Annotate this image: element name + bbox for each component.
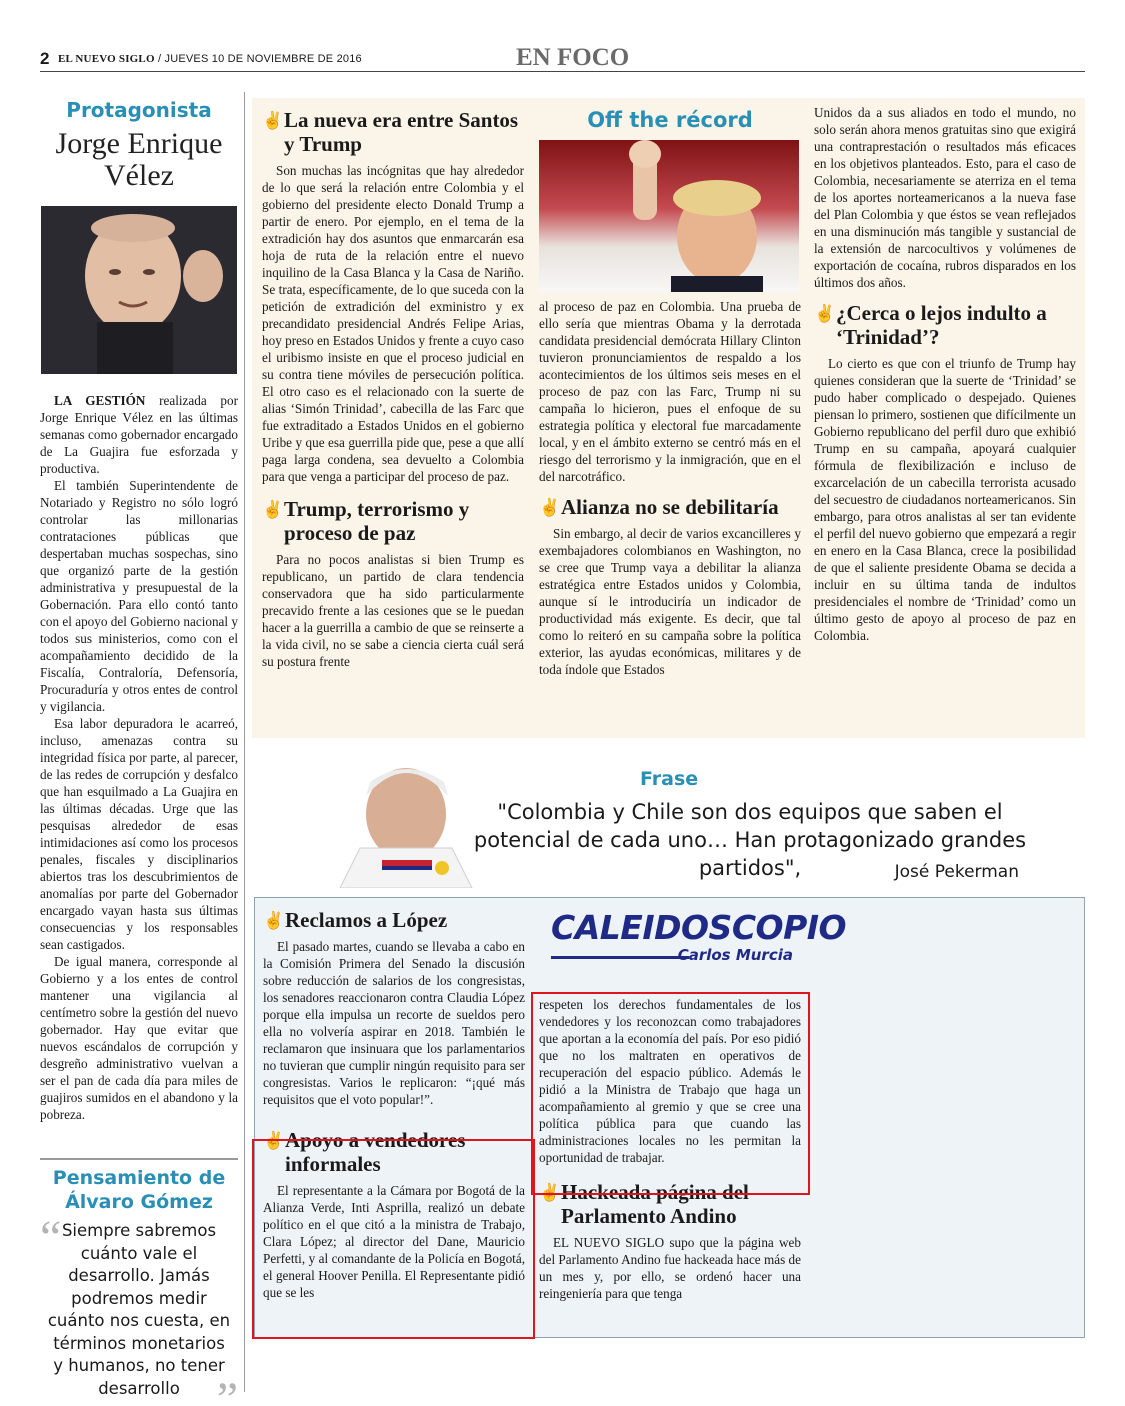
caleidoscopio-article-1: El pasado martes, cuando se llevaba a cabo en la Comisión Primera del Senado la discusión sobre reducción de salarios de los congresistas, los senadores reaccionaron contra Claudia López porque ella impulsa un recorte de sueldos pero ella no volvería aspirar en 2018. También le reclamaron que insinuara que los parlamentarios no tuvieran que cumplir ningún requisito para ser congresistas. Varios le replicaron: “¡qué más requisitos que el voto popular!”. bbox=[263, 939, 525, 1107]
protagonista-column bbox=[40, 92, 238, 1123]
caleidoscopio-title: CALEIDOSCOPIO bbox=[551, 908, 847, 947]
offrecord-col-3 bbox=[814, 104, 1076, 644]
offrecord-article-1: Son muchas las incógnitas que hay alrededor de lo que será la relación entre Colombia y el gobierno del presidente electo Donald Trump a partir de enero. Por ejemplo, en el tema de la extradición hay dos asuntos que enmarcarán esa hoja de ruta de la relación entre el nuevo inquilino de la Casa Blanca y la Casa de Nariño. Se trata, específicamente, de lo que suceda con la petición de extradición del exministro y ex precandidato presidencial Andrés Felipe Arias, hoy preso en Estados Unidos y frente a cuyo caso el uribismo insiste en que el proceso judicial en su contra tiene móviles de persecución política. El otro caso es el relacionado con la suerte de alias ‘Simón Trinidad’, cabecilla de las Farc que fue extraditado a Estados Unidos en el gobierno Uribe y que esa guerrilla pide que, pese a que allí paga larga condena, sea devuelto a Colombia para que venga a participar del proceso de paz. bbox=[262, 163, 524, 484]
offrecord-headline-1: ✌ La nueva era entre Santos y Trump bbox=[262, 108, 519, 156]
close-quote-icon: ” bbox=[216, 1373, 238, 1406]
publication-name: EL NUEVO SIGLO bbox=[58, 53, 155, 65]
victory-hand-icon: ✌ bbox=[262, 111, 284, 130]
column-divider bbox=[244, 92, 245, 1392]
frase-photo bbox=[320, 756, 490, 888]
protagonista-photo bbox=[41, 206, 237, 374]
protagonista-kicker: Protagonista bbox=[66, 98, 212, 122]
offrecord-article-4: Lo cierto es que con el triunfo de Trump hay quienes consideran que la suerte de ‘Trinidad’ se pudo haber complicado o despejado. Quienes piensan lo primero, sostienen que difícilmente un Gobierno republicano del perfil duro que exhibió Trump en su campaña, apoyará cualquier fórmula de flexibilización e incluso de excarcelación de un cabecilla terrorista acusado del secuestro de ciudadanos norteamericanos. Sin embargo, para otros analistas al ser tan evidente el perfil del nuevo gobierno que empezará a regir en enero en la Casa Blanca, crece la posibilidad de que el saliente presidente Obama se decida a incluir en su última tanda de indultos presidenciales el nombre de ‘Trinidad’ como un último gesto de apoyo al proceso de paz en Colombia. bbox=[814, 356, 1076, 643]
pensamiento-kicker: Pensamiento de Álvaro Gómez bbox=[52, 1167, 226, 1213]
protagonista-article bbox=[40, 392, 238, 1123]
frase-kicker: Frase bbox=[640, 768, 699, 790]
victory-hand-icon: ✌ bbox=[263, 1131, 285, 1150]
victory-hand-icon: ✌ bbox=[263, 911, 285, 930]
caleidoscopio-logo bbox=[551, 908, 847, 964]
pensamiento-box bbox=[40, 1158, 238, 1406]
protagonista-p3: Esa labor depuradora le acarreó, incluso, amenazas contra su integridad física por parte, al parecer, de las redes de corrupción y desfalco que han esquilmado a La Guajira en las últimas décadas. Urge que las pesquisas alrededor de esas intimidaciones así como los procesos penales, fiscales y disciplinarios abiertos tras los descubrimientos de anomalías por parte del Gobernador encargado vayan hasta sus últimas consecuencias y los responsables sean castigados. bbox=[40, 716, 238, 952]
caleidoscopio-headline-1: ✌ Reclamos a López bbox=[263, 908, 448, 932]
offrecord-headline-4: ✌ ¿Cerca o lejos indulto a ‘Trinidad’? bbox=[814, 301, 1047, 349]
caleidoscopio-box bbox=[254, 897, 1085, 1338]
open-quote-icon: “ bbox=[40, 1211, 62, 1264]
caleidoscopio-author: Carlos Murcia bbox=[677, 946, 793, 964]
protagonista-p2: El también Superintendente de Notariado y Registro no sólo logró controlar las millonarias contrataciones públicas que despertaban muchas sospechas, sino que organizó parte de la gestión administrativa y presupuestal de la Gobernación. Para ello contó tanto con el apoyo del Gobierno nacional y todos sus ministerios, como con el acompañamiento decidido de la Fiscalía, Contraloría, Defensoría, Procuraduría y otros entes de control y vigilancia. bbox=[40, 478, 238, 714]
offrecord-headline-2: ✌ Trump, terrorismo y proceso de paz bbox=[262, 497, 470, 545]
offrecord-article-2: Para no pocos analistas si bien Trump es republicano, un partido de clara tendencia conservadora que ha sido particularmente precavido frente a las cesiones que se le puedan hacer a la guerrilla a cambio de que se reinserte a la vida civil, no se sabe a ciencia cierta cuál será su postura frente bbox=[262, 552, 524, 669]
offrecord-headline-3: ✌ Alianza no se debilitaría bbox=[539, 495, 779, 519]
publication-line bbox=[58, 53, 362, 65]
offrecord-article-2-cont: al proceso de paz en Colombia. Una prueba de ello sería que mientras Obama y la derrotada candidata presidencial demócrata Hillary Clinton tuvieron pronunciamientos de respaldo a los acontecimientos de los últimos seis meses en el proceso de paz con las Farc, Trump ni su campaña lo hicieron, pues el enfoque de su estrategia política y electoral fue marcadamente local, y en el ámbito externo se centró más en el riesgo del terrorismo y la inmigración, que en el del narcotráfico. bbox=[539, 299, 801, 484]
caleidoscopio-headline-3: ✌ Hackeada página del Parlamento Andino bbox=[539, 1180, 749, 1228]
publication-date: / JUEVES 10 DE NOVIEMBRE DE 2016 bbox=[158, 53, 362, 65]
victory-hand-icon: ✌ bbox=[814, 304, 836, 323]
caleidoscopio-headline-2: ✌ Apoyo a vendedores informales bbox=[263, 1128, 466, 1176]
victory-hand-icon: ✌ bbox=[262, 500, 284, 519]
frase-quote: "Colombia y Chile son dos equipos que saben el potencial de cada uno… Han protagonizado grandes partidos", bbox=[473, 800, 1027, 880]
pensamiento-quote-box bbox=[40, 1211, 238, 1406]
victory-hand-icon: ✌ bbox=[539, 498, 561, 517]
protagonista-p4: De igual manera, corresponde al Gobierno y a los entes de control mantener una vigilancia al centímetro sobre la gestión del nuevo gobernador. Hay que evitar que nuevos escándalos de corrupción y desgreño administrativo vuelvan a ser el pan de cada día para miles de guajiros sumidos en el abandono y la pobreza. bbox=[40, 954, 238, 1122]
protagonista-p1: realizada por Jorge Enrique Vélez en las últimas semanas como gobernador encargado de La Guajira fue esforzada y productiva. bbox=[40, 393, 238, 476]
frase-author: José Pekerman bbox=[894, 862, 1019, 882]
offrecord-kicker: Off the récord bbox=[587, 108, 753, 132]
frase-section bbox=[252, 756, 1085, 890]
portrait-illustration bbox=[41, 206, 237, 374]
trump-illustration bbox=[539, 140, 799, 292]
offrecord-col-2 bbox=[539, 108, 801, 678]
offrecord-photo bbox=[539, 140, 799, 292]
offrecord-article-3-cont: Unidos da a sus aliados en todo el mundo, no solo serán ahora menos gratuitas sino que exigirá una contraprestación o resultados más eficaces en los objetivos planteados. Esto, para el caso de Colombia, necesariamente se aterriza en el tema de los aportes norteamericanos a la nueva fase del Plan Colombia y que éstos se vean reflejados en una disminución más tangible y sustancial de la extensión de narcocultivos y volúmenes de exportación de cocaína, rubros disparados en los últimos dos años. bbox=[814, 105, 1076, 290]
pensamiento-quote: Siempre sabremos cuánto vale el desarrollo. Jamás podremos medir cuánto nos cuesta, en términos monetarios y humanos, no tener desarrollo bbox=[47, 1221, 231, 1398]
page-number: 2 bbox=[40, 49, 50, 68]
offrecord-article-3: Sin embargo, al decir de varios excancilleres y exembajadores colombianos en Washington, no se cree que Trump vaya a debilitar la alianza estratégica entre Estados unidos y Colombia, aunque sí le introduciría un indicador de productividad más exigente. Es decir, que tal como lo reiteró en su campaña sobre la política exterior, las ayudas económicas, militares y de toda índole que Estados bbox=[539, 526, 801, 677]
protagonista-name: Jorge Enrique Vélez bbox=[55, 127, 223, 192]
caleidoscopio-article-3: EL NUEVO SIGLO supo que la página web del Parlamento Andino fue hackeada hace más de un mes y, por ello, se ordenó hacer una reingeniería para que tenga bbox=[539, 1235, 801, 1301]
page-header bbox=[40, 44, 1085, 72]
pekerman-illustration bbox=[320, 756, 490, 888]
caleidoscopio-col-1 bbox=[263, 908, 525, 1301]
section-title: EN FOCO bbox=[516, 44, 630, 71]
protagonista-lead: LA GESTIÓN bbox=[54, 393, 146, 408]
offrecord-box bbox=[252, 98, 1085, 738]
offrecord-col-1 bbox=[262, 108, 524, 670]
pensamiento-divider bbox=[40, 1158, 238, 1160]
victory-hand-icon: ✌ bbox=[539, 1183, 561, 1202]
caleidoscopio-article-2: El representante a la Cámara por Bogotá de la Alianza Verde, Inti Asprilla, realizó un debate político en el que citó a la ministra de Trabajo, Clara López; al director del Dane, Mauricio Perfetti, y al comandante de la Policía en Bogotá, el general Hoover Penilla. El Representante pidió que se les bbox=[263, 1183, 525, 1300]
caleidoscopio-col-2 bbox=[539, 996, 801, 1302]
caleidoscopio-article-2-cont: respeten los derechos fundamentales de los vendedores y los reconozcan como trabajadores que aportan a la economía del país. Por eso pidió que no los maltraten en operativos de recuperación del espacio público. Además le pidió a la Ministra de Trabajo que haga un acompañamiento al gremio y que se cree una política pública para que cuando las administraciones locales no les permitan la oportunidad de trabajar. bbox=[539, 997, 801, 1165]
caleidoscopio-rule bbox=[551, 956, 689, 959]
